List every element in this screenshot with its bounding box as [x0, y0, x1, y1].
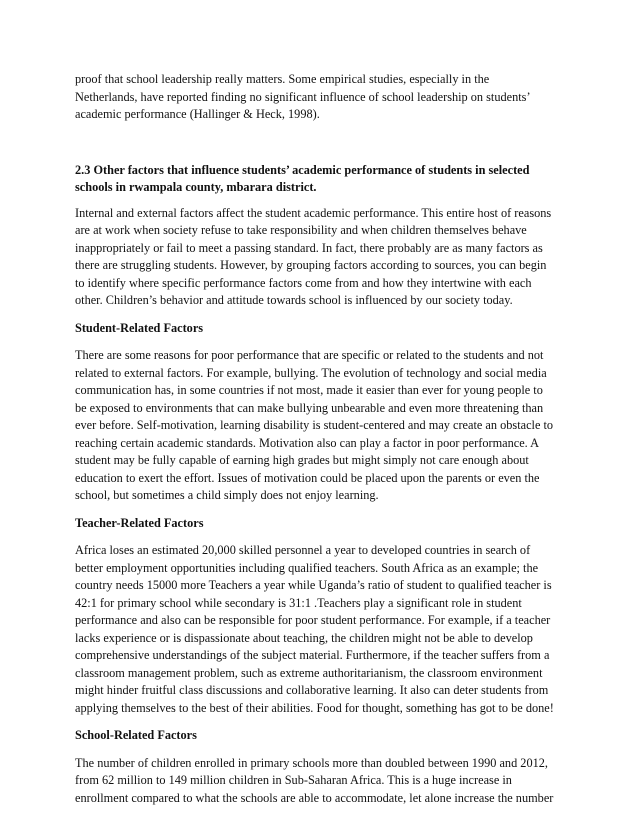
text-line: student may be fully capable of earning high grades but might simply not care enough about: [75, 453, 529, 467]
text-line: there are struggling students. However, by grouping factors according to sources, you can begin: [75, 258, 547, 272]
student-factors-paragraph: [75, 347, 569, 505]
spacer: [75, 197, 569, 205]
text-line: lacks experience or is dispassionate about teaching, the children might not be able to develop: [75, 630, 533, 645]
heading-line: 2.3 Other factors that influence students’ academic performance of students in selected: [75, 162, 530, 177]
spacer: [75, 337, 569, 347]
text-line: inappropriately or fail to meet a passing standard. In fact, there probably are as many factors as: [75, 240, 543, 255]
text-line: ever before. Self-motivation, learning disability is student-centered and may create an obstacle to: [75, 418, 554, 432]
text-line: might hinder fruitful class discussions and collaborative learning. It also can deter students from: [75, 683, 549, 697]
text-line: other. Children’s behavior and attitude towards school is influenced by our society today.: [75, 293, 513, 307]
text-line: comprehensive understandings of the subject material. Furthermore, if the teacher suffers from a: [75, 648, 550, 662]
text-line: proof that school leadership really matters. Some empirical studies, especially in the: [75, 72, 490, 86]
heading-line: schools in rwampala county, mbarara district.: [75, 180, 317, 194]
spacer: [75, 532, 569, 542]
text-line: to identify where specific performance factors come from and how they intertwine with each: [75, 275, 532, 290]
text-line: are at work when society refuse to take responsibility and when children themselves behave: [75, 223, 527, 237]
spacer: [75, 717, 569, 727]
text-line: be exposed to environments that can make bullying unbearable and even more threatening than: [75, 400, 544, 415]
text-line: There are some reasons for poor performance that are specific or related to the students and not: [75, 348, 544, 362]
text-line: enrollment compared to what the schools are able to accommodate, let alone increase the number: [75, 790, 554, 805]
text-line: Internal and external factors affect the student academic performance. This entire host of reasons: [75, 205, 552, 220]
text-line: Netherlands, have reported finding no significant influence of school leadership on students’: [75, 89, 531, 104]
text-line: classroom management problem, such as extreme authoritarianism, the classroom environment: [75, 665, 543, 680]
text-line: 42:1 for primary school while secondary is 31:1 .Teachers play a significant role in student: [75, 595, 522, 610]
spacer: [75, 745, 569, 755]
text-line: Africa loses an estimated 20,000 skilled personnel a year to developed countries in search of: [75, 543, 531, 557]
section-intro-paragraph: [75, 205, 569, 310]
text-line: better employment opportunities including qualified teachers. South Africa as an example; the: [75, 560, 539, 575]
text-line: The number of children enrolled in primary schools more than doubled between 1990 and 2012,: [75, 755, 548, 770]
student-factors-heading: Student-Related Factors: [75, 320, 204, 335]
text-line: school, but sometimes a child simply does not enjoy learning.: [75, 488, 379, 502]
text-line: country needs 15000 more Teachers a year while Uganda’s ratio of student to qualified teacher is: [75, 578, 552, 592]
text-line: reaching certain academic standards. Motivation also can play a factor in poor performance. A: [75, 435, 540, 450]
school-factors-heading: School-Related Factors: [75, 728, 197, 742]
spacer: [75, 505, 569, 515]
text-line: from 62 million to 149 million children in Sub-Saharan Africa. This is a huge increase in: [75, 773, 512, 787]
text-line: academic performance (Hallinger & Heck, 1998).: [75, 107, 320, 121]
teacher-factors-heading: Teacher-Related Factors: [75, 515, 204, 530]
text-line: education to exert the effort. Issues of motivation could be placed upon the parents or even the: [75, 470, 540, 485]
text-line: performance and also can be responsible for poor student performance. For example, if a teacher: [75, 613, 551, 627]
text-line: related to external factors. For example, bullying. The evolution of technology and social media: [75, 365, 547, 380]
school-factors-paragraph: [75, 755, 569, 808]
teacher-factors-paragraph: [75, 542, 569, 717]
spacer: [75, 310, 569, 320]
text-line: applying themselves to the best of their abilities. Food for thought, something has got to be done!: [75, 700, 554, 715]
page-content: [75, 71, 569, 807]
spacer: [75, 124, 569, 162]
text-line: communication has, in some countries if not most, made it easier than ever for young people to: [75, 383, 543, 397]
intro-paragraph: [75, 71, 569, 124]
section-heading: [75, 162, 569, 197]
